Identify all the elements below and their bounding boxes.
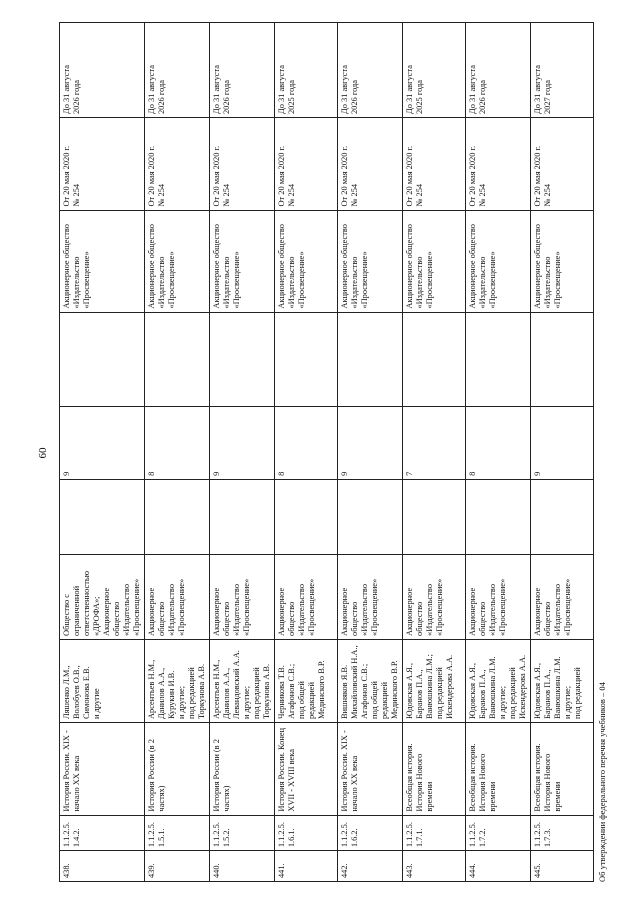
book-title-text: Всеобщая история. История Нового времени	[533, 742, 562, 812]
publisher-cell	[338, 210, 403, 312]
expiry-date-cell	[466, 22, 531, 117]
expiry-date-cell-text: До 31 августа 2026 года	[468, 64, 487, 114]
book-title-text: Всеобщая история. История Нового времени	[405, 742, 434, 812]
expiry-date-cell	[145, 22, 210, 117]
row-code	[403, 815, 466, 851]
row-number	[403, 850, 466, 881]
row-code-text: 1.1.2.5. 1.4.2.	[62, 821, 81, 847]
table-row	[275, 22, 338, 881]
grade-cell	[275, 406, 338, 478]
row-code	[531, 815, 594, 851]
empty-cell	[531, 479, 594, 554]
expiry-date-cell-text: До 31 августа 2025 года	[277, 64, 296, 114]
book-authors	[338, 639, 403, 722]
empty-cell	[275, 479, 338, 554]
book-title	[403, 722, 466, 815]
expiry-date-cell	[275, 22, 338, 117]
row-code	[210, 815, 275, 851]
publisher-cell	[275, 554, 338, 639]
row-code	[338, 815, 403, 851]
empty-cell	[145, 479, 210, 554]
book-authors	[531, 639, 594, 722]
row-code-text: 1.1.2.5. 1.7.1.	[405, 821, 424, 847]
book-title	[338, 722, 403, 815]
order-cell	[210, 117, 275, 210]
row-number-text: 443.	[405, 862, 414, 878]
book-title-text: История России (в 2 частях)	[212, 738, 231, 812]
book-authors-text: Черникова Т.В. Агафонов С.В.; под общей редакцией Мединского В.Р.	[277, 659, 326, 719]
empty-cell	[210, 312, 275, 407]
row-code-text: 1.1.2.5. 1.7.3.	[533, 821, 552, 847]
order-cell-text: От 20 мая 2020 г. № 254	[405, 145, 424, 207]
row-code-text: 1.1.2.5. 1.6.1.	[277, 821, 296, 847]
grade-cell-text: 8	[147, 471, 156, 476]
publisher-cell	[210, 554, 275, 639]
order-cell	[145, 117, 210, 210]
table-row	[145, 22, 210, 881]
expiry-date-cell-text: До 31 августа 2027 года	[533, 64, 552, 114]
rotated-page	[27, 18, 613, 888]
book-title	[210, 722, 275, 815]
publisher-cell	[531, 210, 594, 312]
row-number-text: 438.	[62, 862, 71, 878]
expiry-date-cell	[210, 22, 275, 117]
book-authors-text: Вишняков Я.В. Михайловский Н.А., Агафонов С.В.; под общей редакцией Мединского В.Р.	[340, 644, 399, 719]
empty-cell	[403, 479, 466, 554]
row-code-text: 1.1.2.5. 1.6.2.	[340, 821, 359, 847]
book-authors	[60, 639, 145, 722]
row-number-text: 442.	[340, 862, 349, 878]
book-authors	[210, 639, 275, 722]
order-cell-text: От 20 мая 2020 г. № 254	[147, 145, 166, 207]
empty-cell	[403, 312, 466, 407]
row-number-text: 444.	[468, 862, 477, 878]
row-code	[275, 815, 338, 851]
publisher-cell-text: Акционерное общество «Издательство «Просвещение»	[340, 223, 369, 309]
book-authors-text: Арсентьев Н.М., Данилов А.А., Курукин И.В. и другие; под редакцией Торкунова А.В.	[147, 659, 206, 719]
table-row	[210, 22, 275, 881]
grade-cell	[338, 406, 403, 478]
order-cell-text: От 20 мая 2020 г. № 254	[62, 145, 81, 207]
publisher-cell-text: Акционерное общество «Издательство «Просвещение»	[405, 578, 444, 636]
expiry-date-cell	[403, 22, 466, 117]
publisher-cell	[466, 210, 531, 312]
order-cell	[60, 117, 145, 210]
book-title-text: Всеобщая история. История Нового времени	[468, 742, 497, 812]
publisher-cell-text: Акционерное общество «Издательство «Просвещение»	[533, 578, 572, 636]
table-row	[531, 22, 594, 881]
expiry-date-cell-text: До 31 августа 2026 года	[147, 64, 166, 114]
table-row	[338, 22, 403, 881]
book-title	[145, 722, 210, 815]
expiry-date-cell	[60, 22, 145, 117]
row-number	[275, 850, 338, 881]
publisher-cell-text: Акционерное общество «Издательство «Просвещение»	[277, 578, 316, 636]
publisher-cell	[60, 554, 145, 639]
book-authors-text: Ляшенко Л.М., Волобуев О.В., Симонова Е.В. и другие	[62, 664, 101, 719]
row-code	[145, 815, 210, 851]
publisher-cell	[531, 554, 594, 639]
row-number	[466, 850, 531, 881]
table-row	[466, 22, 531, 881]
empty-cell	[338, 479, 403, 554]
book-authors	[403, 639, 466, 722]
book-title-text: История России. XIX - начало XX века	[340, 729, 359, 812]
row-code-text: 1.1.2.5. 1.5.2.	[212, 821, 231, 847]
empty-cell	[466, 479, 531, 554]
grade-cell-text: 9	[212, 471, 221, 476]
grade-cell-text: 9	[62, 471, 71, 476]
order-cell	[403, 117, 466, 210]
row-number	[60, 850, 145, 881]
empty-cell	[531, 312, 594, 407]
expiry-date-cell	[338, 22, 403, 117]
row-number-text: 441.	[277, 862, 286, 878]
order-cell	[531, 117, 594, 210]
publisher-cell-text: Акционерное общество «Издательство «Просвещение»	[468, 223, 497, 309]
row-code	[60, 815, 145, 851]
order-cell	[275, 117, 338, 210]
expiry-date-cell-text: До 31 августа 2026 года	[212, 64, 231, 114]
order-cell-text: От 20 мая 2020 г. № 254	[468, 145, 487, 207]
empty-cell	[338, 312, 403, 407]
grade-cell	[145, 406, 210, 478]
grade-cell-text: 8	[468, 471, 477, 476]
book-title	[275, 722, 338, 815]
publisher-cell	[403, 210, 466, 312]
publisher-cell	[145, 210, 210, 312]
order-cell	[338, 117, 403, 210]
row-number	[145, 850, 210, 881]
grade-cell	[403, 406, 466, 478]
book-authors	[275, 639, 338, 722]
publisher-cell-text: Акционерное общество «Издательство «Просвещение»	[533, 223, 562, 309]
publisher-cell-text: Акционерное общество «Издательство «Просвещение»	[147, 578, 186, 636]
order-cell-text: От 20 мая 2020 г. № 254	[533, 145, 552, 207]
publisher-cell	[403, 554, 466, 639]
empty-cell	[60, 479, 145, 554]
row-number	[210, 850, 275, 881]
table-row	[60, 22, 145, 881]
book-title	[531, 722, 594, 815]
row-number-text: 439.	[147, 862, 156, 878]
book-title-text: История России (в 2 частях)	[147, 738, 166, 812]
book-authors	[466, 639, 531, 722]
order-cell-text: От 20 мая 2020 г. № 254	[340, 145, 359, 207]
grade-cell-text: 8	[277, 471, 286, 476]
grade-cell	[60, 406, 145, 478]
empty-cell	[145, 312, 210, 407]
publisher-cell	[466, 554, 531, 639]
textbook-table	[59, 22, 594, 882]
book-authors-text: Юдовская А.Я., Баранов П.А., Ванюшкина Л.М.; под редакцией Искендерова А.А.	[405, 653, 454, 719]
row-code	[466, 815, 531, 851]
grade-cell	[210, 406, 275, 478]
publisher-cell	[60, 210, 145, 312]
row-number-text: 440.	[212, 862, 221, 878]
publisher-cell-text: Акционерное общество «Издательство «Просвещение»	[405, 223, 434, 309]
grade-cell-text: 7	[405, 471, 414, 476]
publisher-cell	[210, 210, 275, 312]
empty-cell	[466, 312, 531, 407]
row-number-text: 445.	[533, 862, 542, 878]
empty-cell	[60, 312, 145, 407]
row-code-text: 1.1.2.5. 1.7.2.	[468, 821, 487, 847]
grade-cell-text: 9	[533, 471, 542, 476]
expiry-date-cell-text: До 31 августа 2026 года	[340, 64, 359, 114]
publisher-cell	[338, 554, 403, 639]
book-authors-text: Юдовская А.Я., Баранов П.А., Ванюшкина Л.М. и другие; под редакцией Искендерова А.А.	[468, 654, 527, 719]
grade-cell	[466, 406, 531, 478]
publisher-cell-text: Акционерное общество «Издательство «Просвещение»	[147, 223, 176, 309]
expiry-date-cell-text: До 31 августа 2025 года	[405, 64, 424, 114]
publisher-cell	[145, 554, 210, 639]
book-title-text: История России. XIX - начало XX века	[62, 729, 81, 812]
footer-text: Об утверждении федерального перечня учебников – 04	[597, 681, 607, 882]
book-authors-text: Юдовская А.Я., Баранов П.А., Ванюшкина Л.М. и другие; под редакцией	[533, 655, 582, 719]
publisher-cell-text: Акционерное общество «Издательство «Просвещение»	[62, 223, 91, 309]
order-cell-text: От 20 мая 2020 г. № 254	[212, 145, 231, 207]
row-code-text: 1.1.2.5. 1.5.1.	[147, 821, 166, 847]
publisher-cell-text: Акционерное общество «Издательство «Просвещение»	[468, 578, 507, 636]
order-cell	[466, 117, 531, 210]
publisher-cell-text: Общество с ограниченной ответственностью «ДРОФА»; Акционерное общество «Издательство «Просвещение»	[62, 570, 141, 636]
publisher-cell-text: Акционерное общество «Издательство «Просвещение»	[212, 223, 241, 309]
book-authors	[145, 639, 210, 722]
book-title-text: История России. Конец XVII - XVIII века	[277, 727, 296, 812]
expiry-date-cell	[531, 22, 594, 117]
empty-cell	[275, 312, 338, 407]
publisher-cell	[275, 210, 338, 312]
expiry-date-cell-text: До 31 августа 2026 года	[62, 64, 81, 114]
row-number	[338, 850, 403, 881]
publisher-cell-text: Акционерное общество «Издательство «Просвещение»	[277, 223, 306, 309]
page-number: 60	[37, 447, 49, 458]
book-title	[60, 722, 145, 815]
table-row	[403, 22, 466, 881]
empty-cell	[210, 479, 275, 554]
publisher-cell-text: Акционерное общество «Издательство «Просвещение»	[212, 578, 251, 636]
grade-cell	[531, 406, 594, 478]
publisher-cell-text: Акционерное общество «Издательство «Просвещение»	[340, 578, 379, 636]
row-number	[531, 850, 594, 881]
book-authors-text: Арсентьев Н.М., Данилов А.А., Левандовский А.А. и другие; под редакцией Торкунова А.В.	[212, 649, 271, 719]
book-title	[466, 722, 531, 815]
order-cell-text: От 20 мая 2020 г. № 254	[277, 145, 296, 207]
grade-cell-text: 9	[340, 471, 349, 476]
